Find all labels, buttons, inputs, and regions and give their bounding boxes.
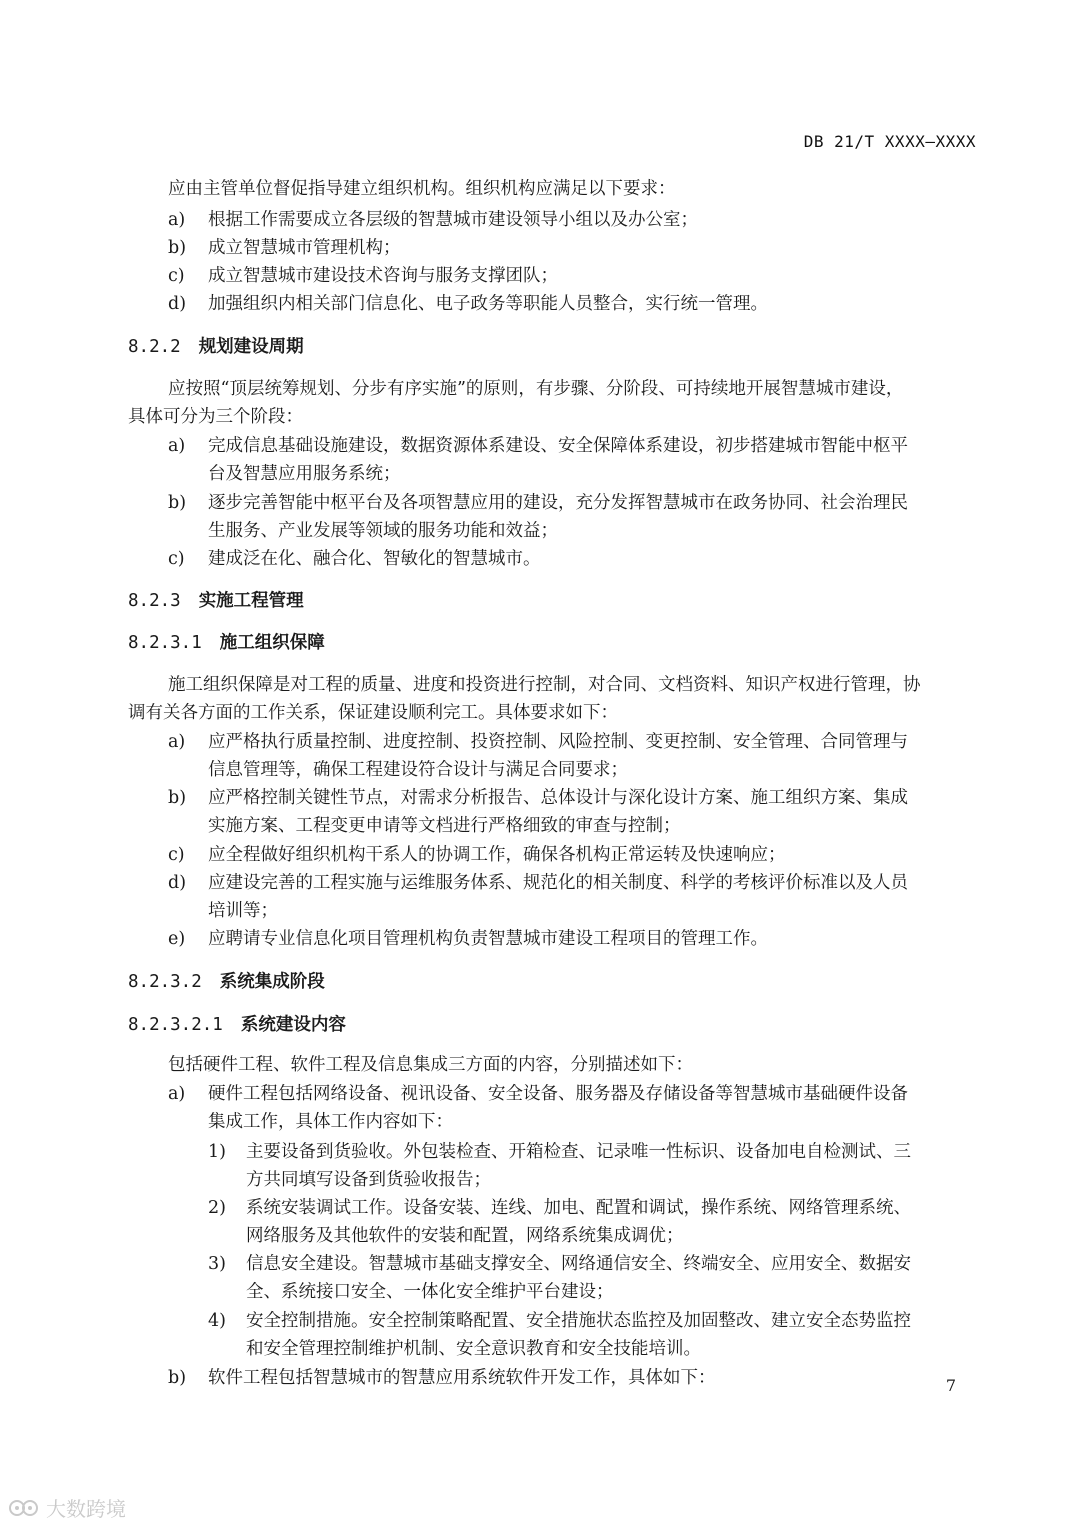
- watermark: [8, 1493, 126, 1522]
- list-item: 应严格控制关键性节点，对需求分析报告、总体设计与深化设计方案、施工组织方案、集成: [208, 788, 908, 808]
- list-label: d): [168, 294, 187, 314]
- watermark-logo-icon: [8, 1497, 42, 1519]
- list-item: 加强组织内相关部门信息化、电子政务等职能人员整合，实行统一管理。: [208, 294, 768, 314]
- sublist-item: 系统安装调试工作。设备安装、连线、加电、配置和调试，操作系统、网络管理系统、: [246, 1198, 911, 1218]
- section-heading-8-2-3: [128, 590, 304, 612]
- section-number: 8.2.3.2.1: [128, 1015, 223, 1035]
- section-number: 8.2.3: [128, 591, 181, 611]
- list-item-continuation: 信息管理等，确保工程建设符合设计与满足合同要求；: [208, 760, 628, 780]
- list-item: 应严格执行质量控制、进度控制、投资控制、风险控制、变更控制、安全管理、合同管理与: [208, 732, 908, 752]
- list-label: b): [168, 1368, 187, 1388]
- list-item: 成立智慧城市管理机构；: [208, 238, 401, 258]
- paragraph-continuation: 调有关各方面的工作关系，保证建设顺利完工。具体要求如下：: [128, 703, 618, 723]
- list-item: 硬件工程包括网络设备、视讯设备、安全设备、服务器及存储设备等智慧城市基础硬件设备: [208, 1084, 908, 1104]
- list-label: b): [168, 238, 187, 258]
- sublist-item-continuation: 网络服务及其他软件的安装和配置，网络系统集成调优；: [246, 1226, 684, 1246]
- section-heading-8-2-3-2: [128, 971, 325, 993]
- section-title: 实施工程管理: [198, 591, 304, 611]
- list-label: d): [168, 873, 187, 893]
- list-item-continuation: 培训等；: [208, 901, 278, 921]
- section-number: 8.2.3.2: [128, 972, 202, 992]
- document-code: DB 21/T XXXX—XXXX: [803, 132, 976, 151]
- paragraph: 应由主管单位督促指导建立组织机构。组织机构应满足以下要求：: [168, 179, 676, 199]
- paragraph-continuation: 具体可分为三个阶段：: [128, 407, 303, 427]
- sublist-label: 1): [208, 1142, 226, 1162]
- list-item: 完成信息基础设施建设，数据资源体系建设、安全保障体系建设，初步搭建城市智能中枢平: [208, 436, 908, 456]
- list-item: 软件工程包括智慧城市的智慧应用系统软件开发工作，具体如下：: [208, 1368, 716, 1388]
- list-item: 成立智慧城市建设技术咨询与服务支撑团队；: [208, 266, 558, 286]
- sublist-item-continuation: 和安全管理控制维护机制、安全意识教育和安全技能培训。: [246, 1339, 701, 1359]
- watermark-text: 大数跨境: [46, 1497, 126, 1521]
- page-number: 7: [945, 1376, 956, 1395]
- list-item: 应聘请专业信息化项目管理机构负责智慧城市建设工程项目的管理工作。: [208, 929, 768, 949]
- sublist-label: 4): [208, 1311, 226, 1331]
- list-label: a): [168, 436, 186, 456]
- section-title: 规划建设周期: [198, 337, 304, 357]
- section-title: 施工组织保障: [219, 633, 325, 653]
- list-item-continuation: 实施方案、工程变更申请等文档进行严格细致的审查与控制；: [208, 816, 681, 836]
- list-item: 应建设完善的工程实施与运维服务体系、规范化的相关制度、科学的考核评价标准以及人员: [208, 873, 908, 893]
- section-title: 系统集成阶段: [219, 972, 325, 992]
- section-heading-8-2-3-2-1: [128, 1014, 346, 1036]
- list-item: 建成泛在化、融合化、智敏化的智慧城市。: [208, 549, 541, 569]
- sublist-item-continuation: 全、系统接口安全、一体化安全维护平台建设；: [246, 1282, 614, 1302]
- sublist-item: 信息安全建设。智慧城市基础支撑安全、网络通信安全、终端安全、应用安全、数据安: [246, 1254, 911, 1274]
- section-heading-8-2-3-1: [128, 632, 325, 654]
- list-item-continuation: 台及智慧应用服务系统；: [208, 464, 401, 484]
- list-label: a): [168, 210, 186, 230]
- list-label: b): [168, 788, 187, 808]
- list-item-continuation: 生服务、产业发展等领域的服务功能和效益；: [208, 521, 558, 541]
- list-item-continuation: 集成工作，具体工作内容如下：: [208, 1112, 453, 1132]
- sublist-item: 安全控制措施。安全控制策略配置、安全措施状态监控及加固整改、建立安全态势监控: [246, 1311, 911, 1331]
- sublist-item: 主要设备到货验收。外包装检查、开箱检查、记录唯一性标识、设备加电自检测试、三: [246, 1142, 911, 1162]
- list-label: e): [168, 929, 186, 949]
- section-heading-8-2-2: [128, 336, 304, 358]
- sublist-label: 2): [208, 1198, 226, 1218]
- paragraph: 施工组织保障是对工程的质量、进度和投资进行控制，对合同、文档资料、知识产权进行管理，协: [168, 675, 921, 695]
- list-label: b): [168, 493, 187, 513]
- list-item: 逐步完善智能中枢平台及各项智慧应用的建设，充分发挥智慧城市在政务协同、社会治理民: [208, 493, 908, 513]
- section-number: 8.2.2: [128, 337, 181, 357]
- sublist-label: 3): [208, 1254, 226, 1274]
- list-label: c): [168, 549, 185, 569]
- list-label: a): [168, 1084, 186, 1104]
- section-number: 8.2.3.1: [128, 633, 202, 653]
- list-label: c): [168, 845, 185, 865]
- list-label: a): [168, 732, 186, 752]
- paragraph: 应按照“顶层统筹规划、分步有序实施”的原则，有步骤、分阶段、可持续地开展智慧城市建设，: [168, 379, 904, 399]
- sublist-item-continuation: 方共同填写设备到货验收报告；: [246, 1170, 491, 1190]
- list-label: c): [168, 266, 185, 286]
- section-title: 系统建设内容: [240, 1015, 346, 1035]
- list-item: 根据工作需要成立各层级的智慧城市建设领导小组以及办公室；: [208, 210, 698, 230]
- paragraph: 包括硬件工程、软件工程及信息集成三方面的内容，分别描述如下：: [168, 1055, 693, 1075]
- list-item: 应全程做好组织机构干系人的协调工作，确保各机构正常运转及快速响应；: [208, 845, 786, 865]
